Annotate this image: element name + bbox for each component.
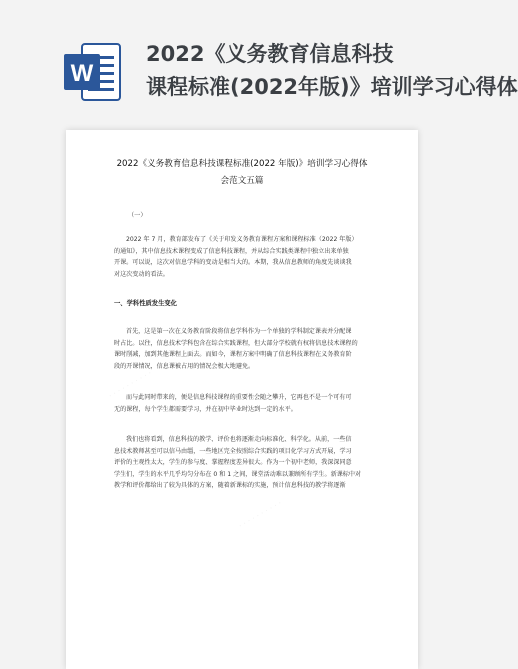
text-line: 开课。可以说，这次对信息学科的变动是相当大的。本期，我从信息教师的角度先谈谈我: [114, 259, 352, 267]
text-line: 我们也将看到，信息科技的教学、评价也将逐渐走向标准化、科学化。从前，一些信: [126, 436, 352, 443]
text-line: 时占比。以往，信息技术学科包含在综合实践课程，但大部分学校就有权将信息技术课程的: [114, 339, 358, 347]
text-line: 评价的主观性太大，学生的参与度、掌握程度差异很大。作为一个初中老师，我深深同意: [114, 459, 352, 467]
text-line: 而与此同时带来的，便是信息科技课程的重要性会随之攀升，它再也不是一个可有可: [126, 394, 352, 401]
text-line: 首先，这是第一次在义务教育阶段将信息学科作为一个单独的学科制定课表并分配课: [126, 328, 352, 335]
section-heading: 一、学科性质发生变化: [114, 300, 177, 307]
document-title-line: 会范文五篇: [220, 176, 264, 186]
part-marker: （一）: [128, 212, 147, 219]
page-heading-line: 课程标准(2022年版)》培训学习心得体: [146, 75, 518, 99]
text-line: 段的开课情况，信息课被占用的情况会极大地避免。: [114, 362, 255, 370]
text-line: 息技术教师甚至可以信马由缰，一些地区完全按照综合实践的项目化学习方式开展，学习: [114, 447, 352, 455]
document-page: [66, 130, 418, 669]
paragraph-intro: [114, 234, 376, 280]
text-line: 的通知》，其中信息技术课程变成了信息科技课程，并从综合实践类课程中独立出来单独: [114, 247, 349, 255]
watermark: · · · · · · · · · ·: [106, 368, 154, 401]
text-line: 2022 年 7 月，教育部发布了《关于印发义务教育课程方案和课程标准（2022 年版）: [126, 236, 358, 243]
document-title: [80, 156, 404, 190]
paragraph-3: [114, 434, 376, 492]
text-line: 学生们，学生的水平几乎均匀分布在 0 和 1 之间，课堂活动难以兼顾所有学生。新课标中对: [114, 470, 362, 478]
paragraph-2: [114, 392, 376, 415]
svg-text:W: W: [70, 60, 94, 87]
document-title-line: 2022《义务教育信息科技课程标准(2022 年版)》培训学习心得体: [116, 159, 368, 169]
page-heading-line: 2022《义务教育信息科技: [146, 42, 394, 66]
word-icon: [64, 40, 122, 104]
text-line: 教学和评价都给出了较为具体的方案，随着新课标的实施，预计信息科技的教学将逐渐: [114, 482, 346, 490]
page-heading: [146, 38, 518, 104]
text-line: 无的课程，每个学生都需要学习，并在初中毕业时达到一定的水平。: [114, 405, 297, 413]
paragraph-1: [114, 326, 376, 372]
watermark: · · · · · · · · · ·: [236, 498, 284, 531]
document-banner: [0, 0, 518, 130]
text-line: 课时削减，加到其他课程上面去。而如今，课程方案中明确了信息科技课程在义务教育阶: [114, 351, 352, 359]
text-line: 对这次变动的看法。: [114, 270, 169, 278]
